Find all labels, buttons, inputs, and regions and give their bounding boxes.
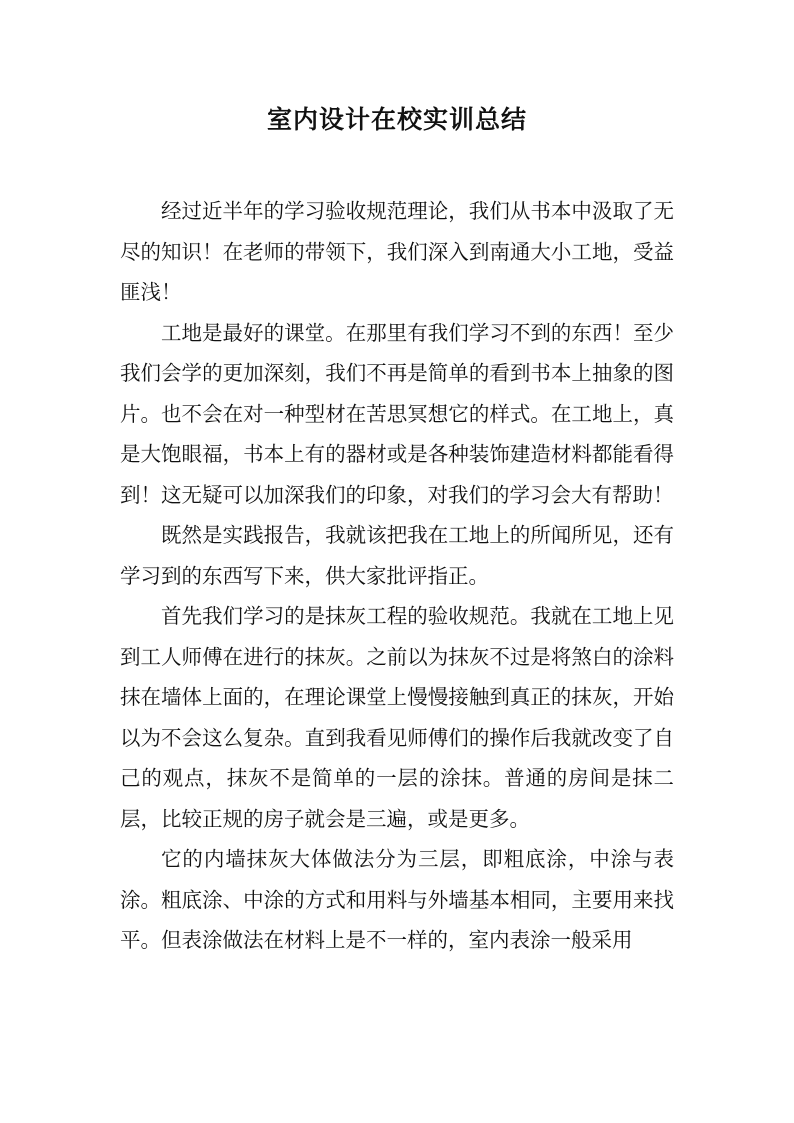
paragraph-4: 首先我们学习的是抹灰工程的验收规范。我就在工地上见到工人师傅在进行的抹灰。之前以为抹灰不过是将煞白的涂料抹在墙体上面的，在理论课堂上慢慢接触到真正的抹灰，开始以为不会这么复杂。直到我看见师傅们的操作后我就改变了自己的观点，抹灰不是简单的一层的涂抹。普通的房间是抹二层，比较正规的房子就会是三遍，或是更多。 — [120, 604, 674, 831]
paragraph-5: 它的内墙抹灰大体做法分为三层，即粗底涂，中涂与表涂。粗底涂、中涂的方式和用料与外墙基本相同，主要用来找平。但表涂做法在材料上是不一样的，室内表涂一般采用 — [120, 847, 674, 952]
document-title: 室内设计在校实训总结 — [266, 105, 527, 134]
paragraph-1: 经过近半年的学习验收规范理论，我们从书本中汲取了无尽的知识！在老师的带领下，我们深入到南通大小工地，受益匪浅！ — [120, 199, 674, 304]
paragraph-2: 工地是最好的课堂。在那里有我们学习不到的东西！至少我们会学的更加深刻，我们不再是简单的看到书本上抽象的图片。也不会在对一种型材在苦思冥想它的样式。在工地上，真是大饱眼福，书本上有的器材或是各种装饰建造材料都能看得到！这无疑可以加深我们的印象，对我们的学习会大有帮助！ — [120, 320, 674, 507]
document-body — [120, 191, 674, 961]
paragraph-3: 既然是实践报告，我就该把我在工地上的所闻所见，还有学习到的东西写下来，供大家批评指正。 — [120, 523, 674, 588]
